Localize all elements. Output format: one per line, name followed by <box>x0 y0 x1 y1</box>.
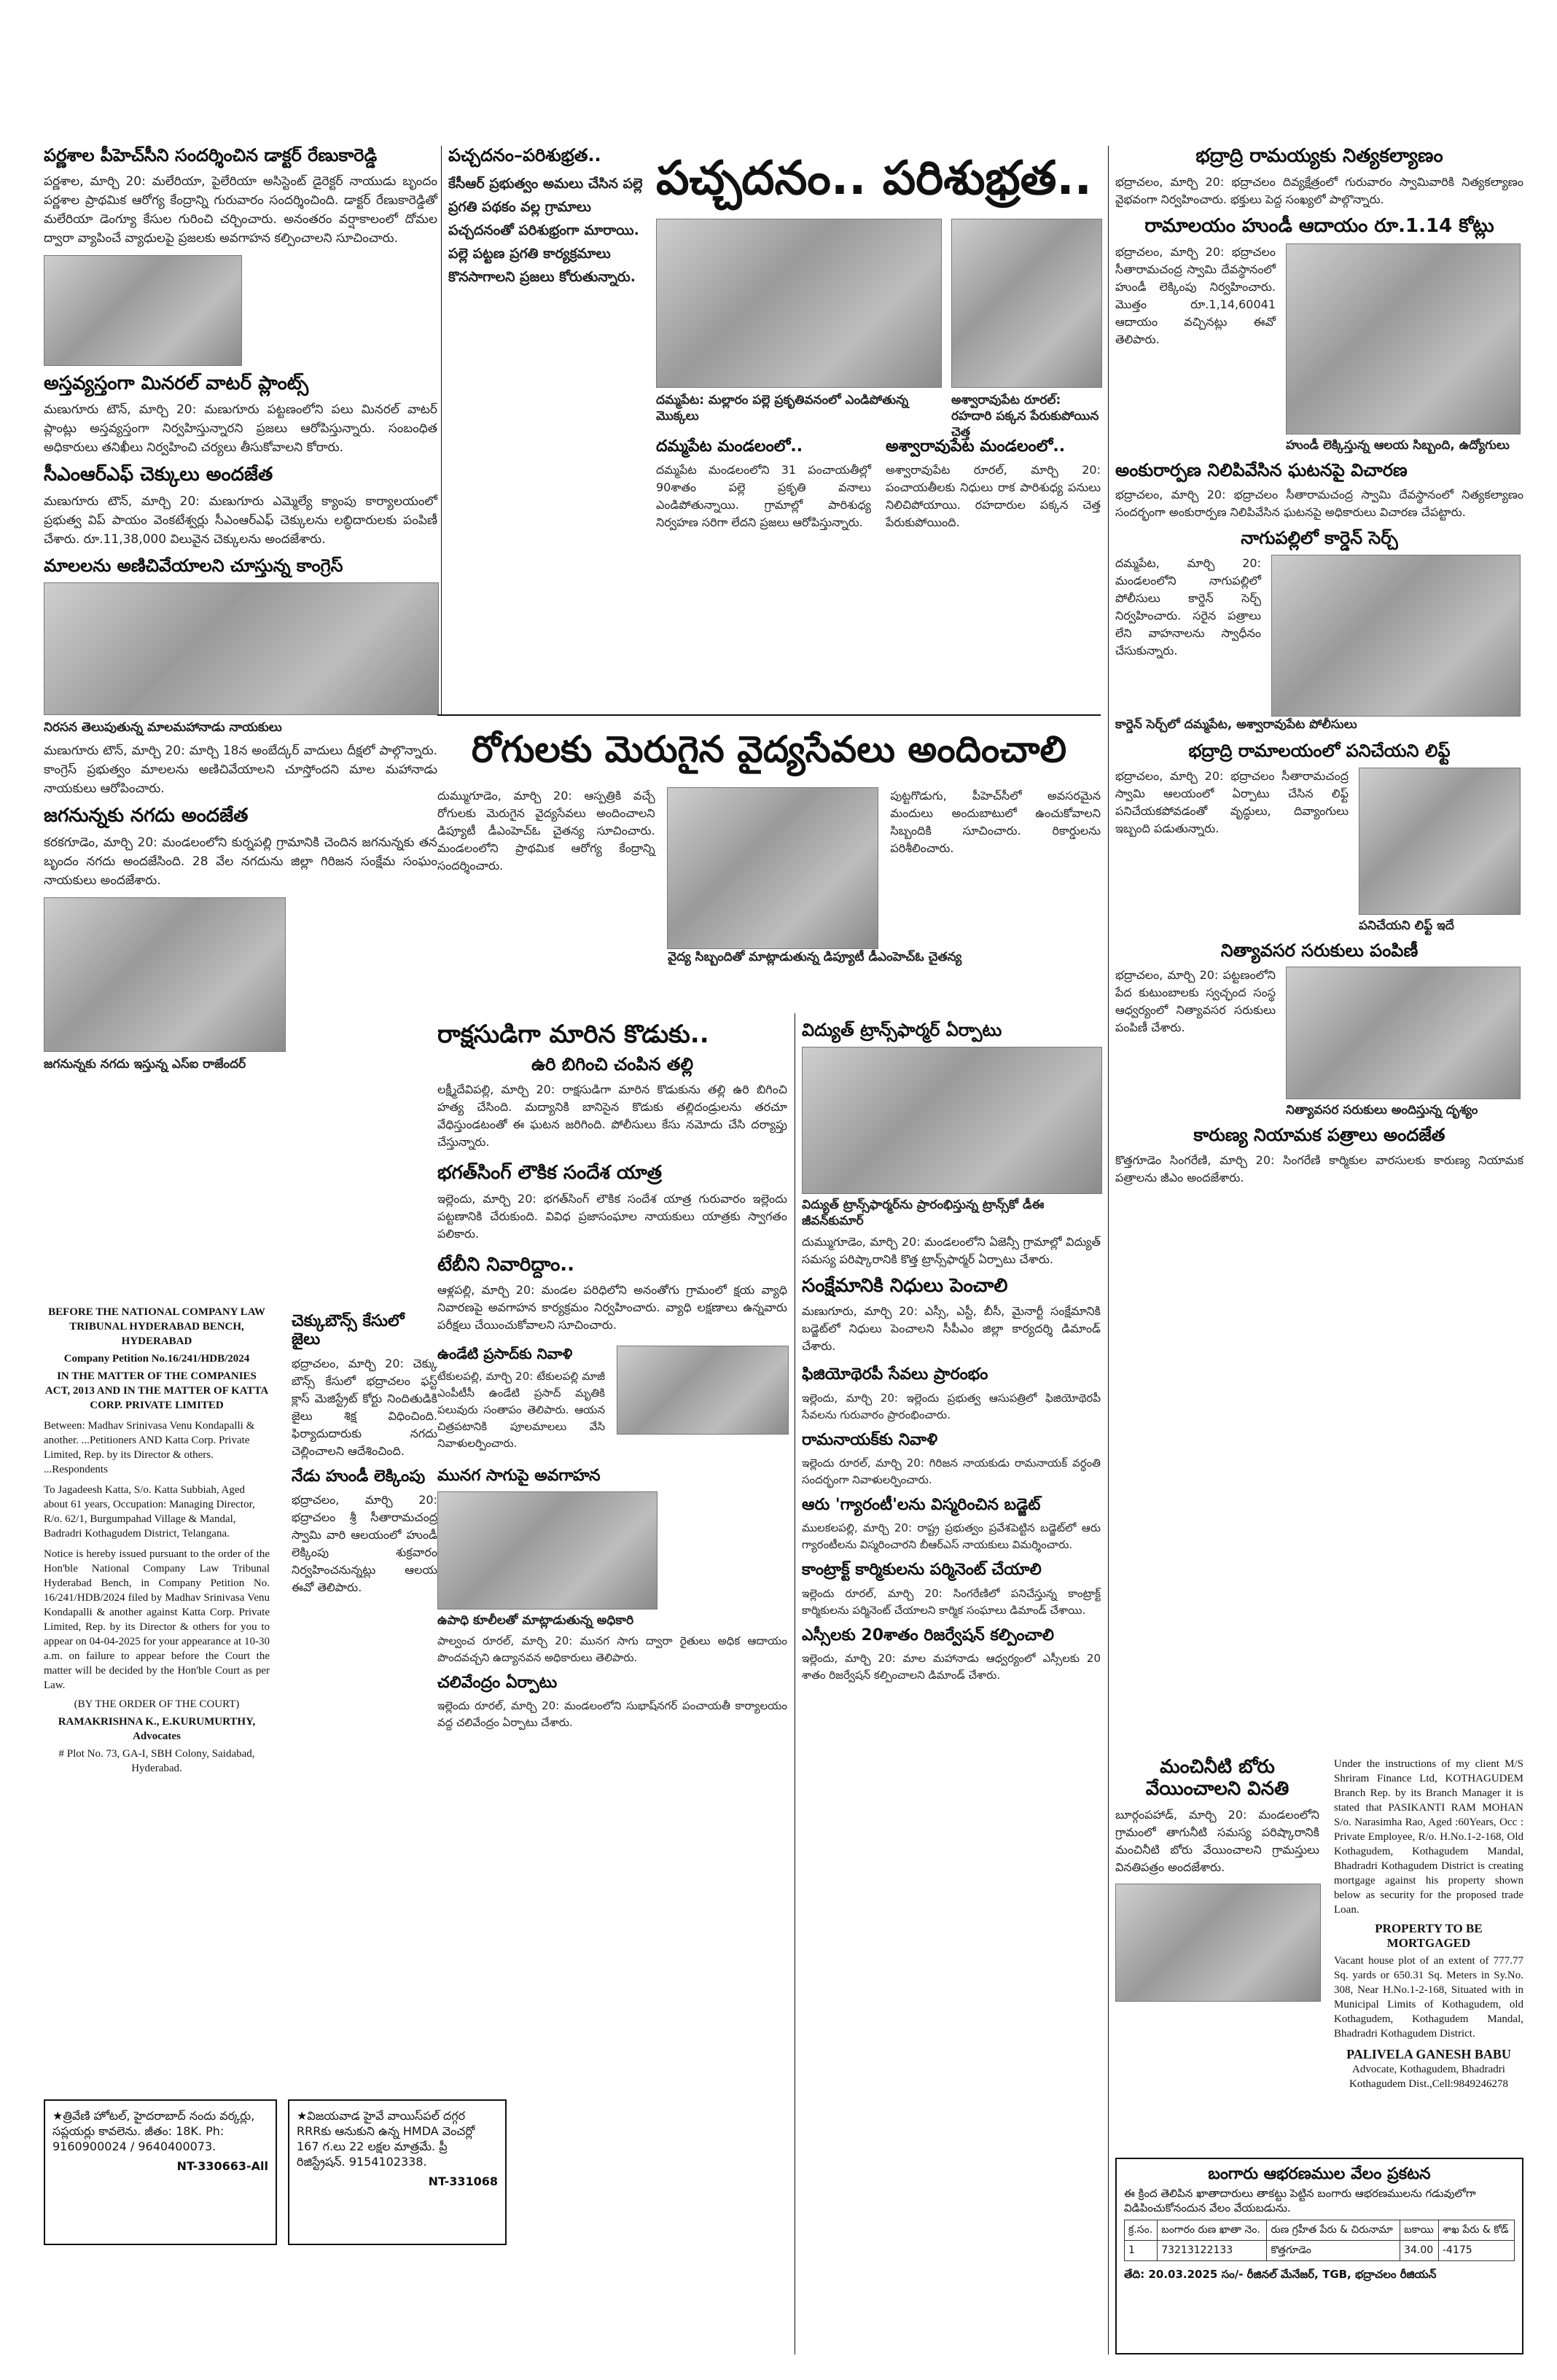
headline-water-plants: అస్తవ్యస్తంగా మినరల్ వాటర్ ప్లాంట్స్ <box>44 372 309 394</box>
article-hundi-count: భద్రాచలం, మార్చి 20: భద్రాచలం శ్రీ సీతారామచంద్ర స్వామి వారి ఆలయంలో హుండీ లెక్కింపు శుక్రవారం నిర్వహించనున్నట్లు ఆలయ ఈవో తెలిపారు. <box>292 1492 437 1594</box>
caption-jaganunna: జగనున్నకు నగదు ఇస్తున్న ఎస్ఐ రాజేందర్ <box>44 1056 246 1072</box>
gold-auction-notice <box>1115 2158 1523 2354</box>
article-dammapeta: దమ్మపేట మండలంలోని 31 పంచాయతీల్లో 90శాతం పల్లె ప్రకృతి వనాలు ఎండిపోతున్నాయి. గ్రామాల్లో పారిశుధ్య నిర్వహణ సరిగా లేదని ప్రజలు ఆరోపిస్తున్నారు. <box>656 463 871 530</box>
article-compassionate: కొత్తగూడెం సింగరేణి, మార్చి 20: సింగరేణి కార్మికుల వారసులకు కారుణ్య నియామక పత్రాలను జీఎం అందజేశారు. <box>1115 1152 1523 1185</box>
classified-ad-plots-text: ★విజయవాడ హైవే వాయిస్‌పల్ దగ్గర RRRకు ఆనుకుని ఉన్న HMDA వెంచర్లో 167 గ.లు 22 లక్షల మాత్రమే. ప్రీ రిజిస్ట్రేషన్. 9154102338. <box>297 2109 475 2169</box>
rule-center-top <box>437 714 1101 716</box>
article-ankurarpana: భద్రాచలం, మార్చి 20: భద్రాచలం సీతారామచంద్ర స్వామి దేవస్థానంలో నిత్యకల్యాణం సందర్భంగా అంకురార్పణ నిలిపివేసిన ఘటనపై అధికారులు విచారణ చేపట్టారు. <box>1115 488 1523 520</box>
classified-ad-hotel-text: ★త్రివేణి హోటల్, హైదరాబాద్ నందు వర్కర్లు, సప్లయర్లు కావలెను. జీతం: 18K. Ph: 9160900024 / 9640400073. <box>52 2109 255 2153</box>
column-2-lower <box>292 1312 437 1604</box>
headline-son-killed: రాక్షసుడిగా మారిన కొడుకు.. <box>437 1020 709 1049</box>
notice-advocates: RAMAKRISHNA K., E.KURUMURTHY, Advocates <box>58 1716 256 1742</box>
center-subs <box>656 437 1101 539</box>
headline-mala: మాలలను అణిచివేయాలని చూస్తున్న కాంగ్రెస్ <box>44 555 343 577</box>
headline-physiotherapy: ఫిజియోథెరపీ సేవలు ప్రారంభం <box>802 1365 988 1384</box>
property-notice-contact: Advocate, Kothagudem, Bhadradri Kothagudem Dist.,Cell:9849246278 <box>1349 2064 1508 2090</box>
property-notice <box>1334 1757 1523 2091</box>
gold-auction-header: క్ర.సం. <box>1125 2220 1158 2241</box>
poem-title: పచ్చదనం–పరిశుభ్రత.. <box>448 145 601 165</box>
article-nityakalyanam: భద్రాచలం, మార్చి 20: భద్రాచలం దివ్యక్షేత్రంలో గురువారం స్వామివారికి నిత్యకల్యాణం వైభవంగా నిర్వహించారు. భక్తులు పెద్ద సంఖ్యలో పాల్గొన్నారు. <box>1115 174 1523 206</box>
article-budget: ములకలపల్లి, మార్చి 20: రాష్ట్ర ప్రభుత్వం ప్రవేశపెట్టిన బడ్జెట్‌లో ఆరు గ్యారంటీలను విస్మరించారని బీఆర్ఎస్ నాయకులు విమర్శించారు. <box>802 1521 1101 1552</box>
caption-essentials: నిత్యావసర సరుకులు అందిస్తున్న దృశ్యం <box>1286 1103 1478 1118</box>
photo-dammapeta <box>656 219 942 388</box>
caption-aswaraopeta: అశ్వారావుపేట రూరల్: రహదారి పక్కన పేరుకుపోయిన చెత్త <box>951 393 1099 440</box>
photo-mala-protest <box>44 582 439 715</box>
headline-chalivendram: చలివేంద్రం ఏర్పాటు <box>437 1673 558 1692</box>
feature-title: పచ్చదనం.. పరిశుభ్రత.. <box>656 152 1092 206</box>
notice-address: # Plot No. 73, GA-I, SBH Colony, Saidabad, Hyderabad. <box>58 1748 255 1774</box>
photo-water-bore <box>1115 1884 1321 2002</box>
property-notice-title: PROPERTY TO BE MORTGAGED <box>1375 1921 1483 1950</box>
article-aswaraopeta: అశ్వారావుపేట రూరల్, మార్చి 20: పంచాయతీలకు నిధులు రాక పారిశుధ్య పనులు నిలిచిపోయాయి. రహదారుల పక్కన చెత్త పేరుకుపోయింది. <box>886 463 1101 530</box>
article-mala: మణుగూరు టౌన్, మార్చి 20: మార్చి 18న అంబేద్కర్ వాదులు దీక్షలో పాల్గొన్నారు. కాంగ్రెస్ ప్రభుత్వం మాలలను అణిచివేయాలని చూస్తోందని మాల మహానాడు నాయకులు ఆరోపించారు. <box>44 743 437 796</box>
article-undeti: టేకులపల్లి, మార్చి 20: టేకులపల్లి మాజీ ఎంపీటీసీ ఉండేటి ప్రసాద్ మృతికి పలువురు సంతాపం తెలిపారు. ఆయన చిత్రపటానికి పూలమాలలు వేసి నివాళులర్పించారు. <box>437 1370 605 1451</box>
medical-article <box>437 787 1101 965</box>
photo-medical <box>667 787 879 949</box>
notice-matter: IN THE MATTER OF THE COMPANIES ACT, 2013 AND IN THE MATTER OF KATTA CORP. PRIVATE LIMITED <box>44 1370 269 1411</box>
column-divider <box>1108 146 1109 2354</box>
headline-compassionate: కారుణ్య నియామక పత్రాలు అందజేత <box>1193 1125 1445 1146</box>
headline-water-bore: మంచినీటి బోరు వేయించాలని వినతి <box>1145 1756 1289 1800</box>
gold-auction-title: బంగారు ఆభరణముల వేలం ప్రకటన <box>1208 2165 1431 2183</box>
headline-bhagat-singh: భగత్‌సింగ్ లౌకిక సందేశ యాత్ర <box>437 1161 662 1184</box>
headline-dammapeta: దమ్మపేట మండలంలో.. <box>656 437 803 456</box>
gold-auction-intro: ఈ క్రింద తెలిపిన ఖాతాదారులు తాకట్టు పెట్టిన బంగారు ఆభరణములను గడువులోగా విడిపించుకోనందున వేలం వేయబడును. <box>1124 2187 1476 2215</box>
headline-jaganunna: జగనున్నకు నగదు అందజేత <box>44 804 249 827</box>
water-bore-block <box>1115 1757 1319 2002</box>
headline-cmrf: సీఎంఆర్ఎఫ్ చెక్కులు అందజేత <box>44 464 273 486</box>
article-medical-2: పుట్టగొడుగు, పీహెచ్‌సీలో అవసరమైన మందులు అందుబాటులో ఉంచుకోవాలని సిబ్బందికి సూచించారు. రికార్డులను పరిశీలించారు. <box>890 789 1101 855</box>
article-hundi-income: భద్రాచలం, మార్చి 20: భద్రాచలం సీతారామచంద్ర స్వామి దేవస్థానంలో హుండీ లెక్కింపు నిర్వహించారు. మొత్తం రూ.1,14,60041 ఆదాయం వచ్చినట్లు ఈవో తెలిపారు. <box>1115 244 1276 346</box>
caption-lift: పనిచేయని లిఫ్ట్ ఇదే <box>1359 918 1454 933</box>
photo-lift <box>1359 768 1521 915</box>
headline-ankurarpana: అంకురార్పణ నిలిపివేసిన ఘటనపై విచారణ <box>1115 459 1408 480</box>
headline-cheque-bounce: చెక్కుబౌన్స్ కేసులో జైలు <box>292 1312 405 1349</box>
photo-cordon-search <box>1271 555 1521 717</box>
caption-transformer: విద్యుత్ ట్రాన్స్‌ఫార్మర్‌ను ప్రారంభిస్తున్న ట్రాన్స్‌కో డీఈ జీవన్‌కుమార్ <box>802 1197 1045 1228</box>
article-cmrf: మణుగూరు టౌన్, మార్చి 20: మణుగూరు ఎమ్మెల్యే క్యాంపు కార్యాలయంలో ప్రభుత్వ విప్ పాయం వెంకటేశ్వర్లు సీఎంఆర్ఎఫ్ చెక్కులను లబ్ధిదారులకు పంపిణీ చేశారు. రూ.11,38,000 విలువైన చెక్కులను అందజేశారు. <box>44 494 437 547</box>
article-tb: ఆళ్లపల్లి, మార్చి 20: మండల పరిధిలోని అనంతోగు గ్రామంలో క్షయ వ్యాధి నివారణపై అవగాహన కార్యక్రమం నిర్వహించారు. వ్యాధి లక్షణాలు ఉన్నవారు పరీక్షలు చేయించుకోవాలని సూచించారు. <box>437 1283 787 1333</box>
caption-mala: నిరసన తెలుపుతున్న మాలమహానాడు నాయకులు <box>44 719 282 735</box>
legal-notice <box>44 1305 270 1776</box>
notice-body: Notice is hereby issued pursuant to the order of the Hon'ble National Company Law Tribunal Hyderabad Bench, in Company Petition No. 16/241/HDB/2024 filed by Madhav Srinivasa Venu Kondapalli & another against Katta Corp. Private Limited, Rep. by its Director & others for you to appear on 04-04-2025 for your appearance at 10-30 a.m. on failure to appear before the Court the matter will be decided by the Hon'ble Court as per Law. <box>44 1548 270 1691</box>
caption-hundi: హుండీ లెక్కిస్తున్న ఆలయ సిబ్బంది, ఉద్యోగులు <box>1286 437 1510 453</box>
gold-auction-cell: 34.00 <box>1400 2241 1439 2261</box>
headline-welfare-funds: సంక్షేమానికి నిధులు పెంచాలి <box>802 1274 1008 1297</box>
gold-auction-cell: కొత్తగూడెం <box>1267 2241 1400 2261</box>
headline-lift: భద్రాద్రి రామాలయంలో పనిచేయని లిఫ్ట్ <box>1188 740 1451 761</box>
article-water-plants: మణుగూరు టౌన్, మార్చి 20: మణుగూరు పట్టణంలోని పలు మినరల్ వాటర్ ప్లాంట్లు అస్తవ్యస్తంగా నిర్వహిస్తున్నారని ప్రజలు ఆరోపిస్తున్నారు. సంబంధిత అధికారులు తనిఖీలు నిర్వహించి చర్యలు తీసుకోవాలని కోరారు. <box>44 402 437 456</box>
photo-essentials <box>1286 967 1521 1099</box>
gold-auction-cell: 1 <box>1125 2241 1158 2261</box>
photo-parnashala <box>44 255 242 366</box>
gold-auction-cell: 73213122133 <box>1158 2241 1267 2261</box>
notice-parties: Between: Madhav Srinivasa Venu Kondapalli & another. ...Petitioners AND Katta Corp. Private Limited, Rep. by its Director & others. ...Respondents <box>44 1420 255 1475</box>
article-water-bore: బూర్గంపహాడ్, మార్చి 20: మండలంలోని గ్రామంలో తాగునీటి సమస్య పరిష్కారానికి మంచినీటి బోరు వేయించాలని గ్రామస్తులు వినతిపత్రం అందజేశారు. <box>1115 1807 1319 1874</box>
classified-ad-plots <box>288 2099 507 2245</box>
poem-text: కేసీఆర్ ప్రభుత్వం అమలు చేసిన పల్లె ప్రగతి పథకం వల్ల గ్రామాలు పచ్చదనంతో పరిశుభ్రంగా మారాయి. పల్లె పట్టణ ప్రగతి కార్యక్రమాలు కొనసాగాలని ప్రజలు కోరుతున్నారు. <box>448 175 643 285</box>
gold-auction-footer: తేది: 20.03.2025 సం/- రీజినల్ మేనేజర్, TGB, భద్రాచలం రీజియన్ <box>1124 2268 1437 2281</box>
headline-contract-workers: కాంట్రాక్ట్ కార్మికులను పర్మినెంట్ చేయాలి <box>802 1561 1042 1580</box>
headline-cordon-search: నాగుపల్లిలో కార్డెన్ సెర్చ్ <box>1241 528 1398 549</box>
caption-munaga: ఉపాధి కూలీలతో మాట్లాడుతున్న అధికారి <box>437 1612 634 1628</box>
article-transformer: దుమ్ముగూడెం, మార్చి 20: మండలంలోని ఏజెన్సీ గ్రామాల్లో విద్యుత్ సమస్య పరిష్కారానికి కొత్త ట్రాన్స్‌ఫార్మర్ ఏర్పాటు చేశారు. <box>802 1234 1101 1266</box>
property-notice-body: Under the instructions of my client M/S Shriram Finance Ltd, KOTHAGUDEM Branch Rep. by its Branch Manager it is stated that PASIKANTI RAM MOHAN S/o. Narasimha Rao, Aged :60Years, Occ : Private Employee, R/o. H.No.1-2-168, Old Kothagudem, Kothagudem Mandal, Bhadradri Kothagudem District is creating mortgage against his property shown below as security for the proposed trade Loan. <box>1334 1758 1523 1916</box>
notice-order: (BY THE ORDER OF THE COURT) <box>74 1698 240 1710</box>
article-cheque-bounce: భద్రాచలం, మార్చి 20: చెక్కు బౌన్స్ కేసులో భద్రాచలం ఫస్ట్ క్లాస్ మెజిస్ట్రేట్ కోర్టు నిందితుడికి జైలు శిక్ష విధించింది. ఫిర్యాదుదారుకు నగదు చెల్లించాలని ఆదేశించింది. <box>292 1356 437 1458</box>
caption-cordon-search: కార్డెన్ సెర్చ్‌లో దమ్మపేట, అశ్వారావుపేట పోలీసులు <box>1115 717 1357 732</box>
column-divider <box>441 146 442 714</box>
article-lift: భద్రాచలం, మార్చి 20: భద్రాచలం సీతారామచంద్ర స్వామి ఆలయంలో ఏర్పాటు చేసిన లిఫ్ట్ పనిచేయకపోవడంతో వృద్ధులు, దివ్యాంగులు ఇబ్బంది పడుతున్నారు. <box>1115 768 1349 835</box>
notice-to: To Jagadeesh Katta, S/o. Katta Subbiah, Aged about 61 years, Occupation: Managing Director, R/o. 62/1, Burgumpahad Village & Mandal, Badradri Kothagudem District, Telangana. <box>44 1484 255 1540</box>
column-4 <box>1115 146 1523 1194</box>
article-sc-reservation: ఇల్లెందు, మార్చి 20: మాల మహానాడు ఆధ్వర్యంలో ఎస్సీలకు 20 శాతం రిజర్వేషన్ కల్పించాలని డిమాండ్ చేశారు. <box>802 1651 1101 1682</box>
caption-dammapeta: దమ్మపేట: మల్లారం పల్లె ప్రకృతివనంలో ఎండిపోతున్న మొక్కలు <box>656 393 909 424</box>
gold-auction-cell: -4175 <box>1438 2241 1514 2261</box>
headline-aswaraopeta: అశ్వారావుపేట మండలంలో.. <box>886 437 1066 456</box>
headline-parnashala: పర్ణశాల పీహెచ్‌సీని సందర్శించిన డాక్టర్ రేణుకారెడ్డి <box>44 145 378 165</box>
article-ramanayak: ఇల్లెందు రూరల్, మార్చి 20: గిరిజన నాయకుడు రామనాయక్ వర్ధంతి సందర్భంగా నివాళులర్పించారు. <box>802 1456 1101 1487</box>
notice-court: BEFORE THE NATIONAL COMPANY LAW TRIBUNAL HYDERABAD BENCH, HYDERABAD <box>48 1306 265 1347</box>
headline-nityakalyanam: భద్రాద్రి రామయ్యకు నిత్యకల్యాణం <box>1195 145 1443 167</box>
article-chalivendram: ఇల్లెందు రూరల్, మార్చి 20: మండలంలోని సుభాష్‌నగర్ పంచాయతీ కార్యాలయం వద్ద చలివేంద్రం ఏర్పాటు చేశారు. <box>437 1699 787 1730</box>
article-parnashala: పర్ణశాల, మార్చి 20: మలేరియా, పైలేరియా అసిస్టెంట్ డైరెక్టర్ నాయుడు బృందం పర్ణశాల ప్రాథమిక ఆరోగ్య కేంద్రాన్ని గురువారం సందర్శించింది. డాక్టర్ రేణుకారెడ్డితో మలేరియా డెంగ్యూ కేసుల గురించి చర్చించారు. అనంతరం వర్షాకాలంలో దోమల ద్వారా వ్యాపించే వ్యాధులపై ప్రజలకు అవగాహన కల్పించాలని సూచించారు. <box>44 173 437 246</box>
classified-ad-hotel-code: NT-330663-All <box>176 2159 268 2173</box>
headline-undeti: ఉండేటి ప్రసాద్‌కు నివాళి <box>437 1345 573 1363</box>
article-jaganunna: కరకగూడెం, మార్చి 20: మండలంలోని కుర్నపల్లి గ్రామానికి చెందిన జగనున్నకు తన బృందం నగదు అందజేసింది. 28 వేల నగదును జిల్లా గిరిజన సంక్షేమ సంఘం నాయకులు అందజేశారు. <box>44 835 437 888</box>
property-notice-schedule: Vacant house plot of an extent of 777.77 Sq. yards or 650.31 Sq. Meters in Sy.No. 308, Near H.No.1-2-168, Situated with in Municipal Limits of Kothagudem, old Kothagudem, Kothagudem Mandal, Bhadradri Kothagudem District. <box>1334 1955 1523 2040</box>
article-cordon-search: దమ్మపేట, మార్చి 20: మండలంలోని నాగుపల్లిలో పోలీసులు కార్డెన్ సెర్చ్ నిర్వహించారు. సరైన పత్రాలు లేని వాహనాలను స్వాధీనం చేసుకున్నారు. <box>1115 555 1261 658</box>
headline-sc-reservation: ఎస్సీలకు 20శాతం రిజర్వేషన్ కల్పించాలి <box>802 1626 1054 1644</box>
headline-ramanayak: రామనాయక్‌కు నివాళి <box>802 1430 938 1449</box>
headline-transformer: విద్యుత్ ట్రాన్స్‌ఫార్మర్ ఏర్పాటు <box>802 1020 1002 1040</box>
gold-auction-header: రుణ గ్రహీత పేరు & చిరునామా <box>1267 2220 1400 2241</box>
article-medical-1: దుమ్ముగూడెం, మార్చి 20: ఆస్పత్రికి వచ్చే రోగులకు మెరుగైన వైద్యసేవలు అందించాలని డిప్యూటీ డీఎంహెచ్ఓ చైతన్య సూచించారు. మండలంలోని ప్రాథమిక ఆరోగ్య కేంద్రాన్ని సందర్శించారు. <box>437 789 655 873</box>
headline-medical-services: రోగులకు మెరుగైన వైద్యసేవలు అందించాలి <box>471 728 1067 770</box>
photo-undeti <box>617 1346 789 1435</box>
photo-jaganunna <box>44 897 286 1052</box>
gold-auction-header: బంగారం రుణ ఖాతా నెం. <box>1158 2220 1267 2241</box>
headline-hundi-income: రామాలయం హుండీ ఆదాయం రూ.1.14 కోట్లు <box>1144 214 1494 237</box>
article-welfare-funds: మణుగూరు, మార్చి 20: ఎస్సీ, ఎస్టీ, బీసీ, మైనార్టీ సంక్షేమానికి బడ్జెట్‌లో నిధులు పెంచాలని సీపీఎం జిల్లా కార్యదర్శి డిమాండ్ చేశారు. <box>802 1304 1101 1354</box>
headline-budget: ఆరు 'గ్యారంటీ'లను విస్మరించిన బడ్జెట్ <box>802 1496 1041 1515</box>
photo-hundi <box>1286 243 1521 434</box>
article-munaga: పాల్వంచ రూరల్, మార్చి 20: మునగ సాగు ద్వారా రైతులు అధిక ఆదాయం పొందవచ్చని ఉద్యానవన అధికారులు తెలిపారు. <box>437 1634 787 1664</box>
classified-ad-plots-code: NT-331068 <box>428 2174 498 2188</box>
article-contract-workers: ఇల్లెందు రూరల్, మార్చి 20: సింగరేణిలో పనిచేస్తున్న కాంట్రాక్ట్ కార్మికులను పర్మినెంట్ చేయాలని కార్మిక సంఘాలు డిమాండ్ చేశాయి. <box>802 1586 1101 1617</box>
classified-ad-hotel <box>44 2099 277 2245</box>
gold-auction-header: శాఖ పేరు & కోడ్ <box>1438 2220 1514 2241</box>
gold-auction-table <box>1124 2220 1515 2261</box>
poem-column <box>448 146 645 296</box>
headline-essentials: నిత్యావసర సరుకులు పంపిణీ <box>1220 940 1419 961</box>
photo-aswaraopeta <box>951 219 1102 388</box>
notice-petition-no: Company Petition No.16/241/HDB/2024 <box>63 1353 250 1365</box>
center-left-column <box>437 1021 787 1739</box>
headline-tb: టేబీని నివారిద్దాం.. <box>437 1253 575 1276</box>
property-notice-advocate: PALIVELA GANESH BABU <box>1346 2047 1511 2061</box>
subhead-son-killed: ఉరి బిగించి చంపిన తల్లి <box>531 1054 694 1075</box>
article-son-killed: లక్ష్మీదేవిపల్లి, మార్చి 20: రాక్షసుడిగా మారిన కొడుకును తల్లి ఉరి బిగించి హత్య చేసింది. మద్యానికి బానిసైన కొడుకు తల్లిదండ్రులను తరచూ వేధిస్తుండటంతో ఈ ఘటన జరిగింది. పోలీసులు కేసు నమోదు చేసి దర్యాప్తు చేస్తున్నారు. <box>437 1082 787 1149</box>
article-bhagat-singh: ఇల్లెందు, మార్చి 20: భగత్‌సింగ్ లౌకిక సందేశ యాత్ర గురువారం ఇల్లెందు పట్టణానికి చేరుకుంది. వివిధ ప్రజాసంఘాల నాయకులు యాత్రకు స్వాగతం పలికారు. <box>437 1191 787 1241</box>
caption-medical: వైద్య సిబ్బందితో మాట్లాడుతున్న డిప్యూటీ డీఎంహెచ్ఓ చైతన్య <box>668 950 962 964</box>
headline-hundi-count: నేడు హుండీ లెక్కింపు <box>292 1467 426 1486</box>
center-right-column <box>802 1021 1101 1691</box>
photo-munaga <box>437 1491 657 1610</box>
photo-transformer <box>802 1047 1102 1194</box>
article-physiotherapy: ఇల్లెందు, మార్చి 20: ఇల్లెందు ప్రభుత్వ ఆసుపత్రిలో ఫిజియోథెరపీ సేవలను గురువారం ప్రారంభించారు. <box>802 1391 1101 1421</box>
headline-munaga: మునగ సాగుపై అవగాహన <box>437 1467 601 1486</box>
column-1 <box>44 146 437 1072</box>
article-essentials: భద్రాచలం, మార్చి 20: పట్టణంలోని పేద కుటుంబాలకు స్వచ్ఛంద సంస్థ ఆధ్వర్యంలో నిత్యావసర సరుకులు పంపిణీ చేశారు. <box>1115 968 1276 1035</box>
gold-auction-header: బకాయి <box>1400 2220 1439 2241</box>
